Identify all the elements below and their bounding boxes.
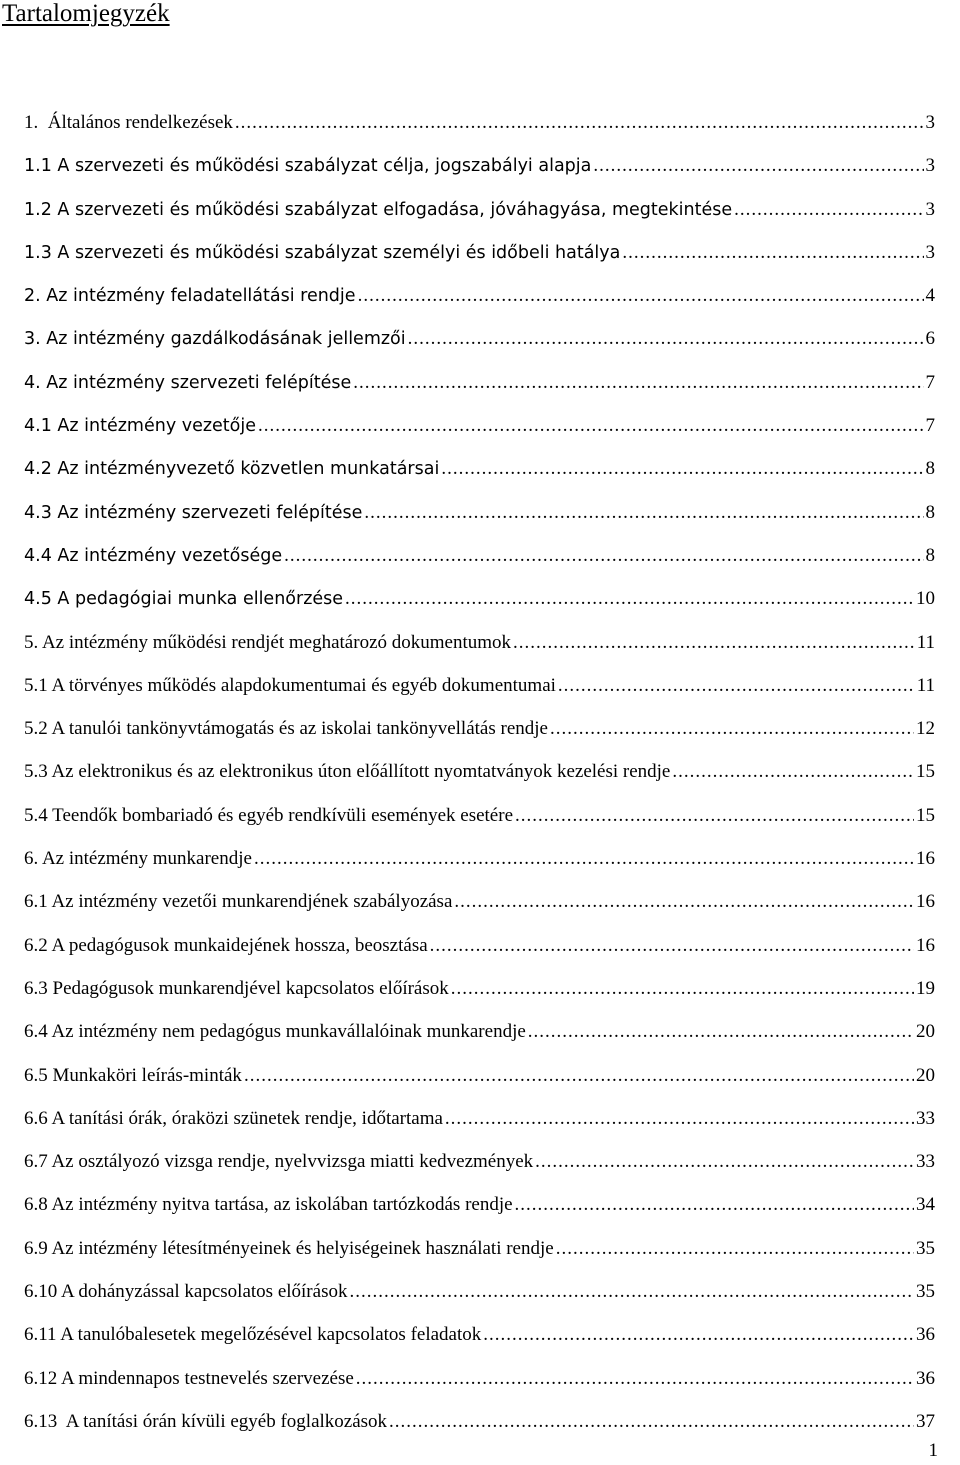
toc-dot-leader <box>734 199 923 221</box>
toc-entry[interactable] <box>24 1108 935 1151</box>
toc-dot-leader <box>358 285 924 307</box>
toc-entry[interactable] <box>24 632 935 675</box>
toc-entry-number: 6.2 <box>24 934 48 956</box>
toc-dot-leader <box>451 978 914 1000</box>
toc-entry-number: 1.3 <box>24 242 52 263</box>
toc-entry-page: 6 <box>925 328 935 350</box>
toc-entry-text <box>24 1324 481 1346</box>
toc-dot-leader <box>593 155 923 177</box>
toc-entry-label: A tanítási órán kívüli egyéb foglalkozások <box>65 1410 388 1432</box>
toc-entry-label: Az intézmény működési rendjét meghatározó dokumentumok <box>41 631 512 653</box>
toc-entry-number: 6.6 <box>24 1107 48 1129</box>
toc-entry[interactable] <box>24 1238 935 1281</box>
toc-entry-number: 4.3 <box>24 502 52 523</box>
toc-entry-text <box>24 1238 554 1260</box>
toc-entry-label: Az intézményvezető közvetlen munkatársai <box>57 459 440 480</box>
toc-entry-page: 35 <box>916 1281 935 1303</box>
toc-entry-label: Az osztályozó vizsga rendje, nyelvvizsga miatti kedvezmények <box>51 1151 534 1173</box>
toc-dot-leader <box>528 1021 914 1043</box>
toc-entry-label: A törvényes működés alapdokumentumai és egyéb dokumentumai <box>51 674 556 696</box>
toc-entry-number: 6.10 <box>24 1281 58 1303</box>
toc-entry-text <box>24 546 282 566</box>
toc-entry-page: 15 <box>916 804 935 826</box>
toc-entry-page: 3 <box>925 112 935 133</box>
toc-entry[interactable] <box>24 588 935 631</box>
toc-entry-text <box>24 243 620 263</box>
toc-entry-page: 8 <box>925 458 935 480</box>
toc-entry-number: 6.7 <box>24 1151 48 1173</box>
toc-entry-text <box>24 373 351 393</box>
toc-entry-number: 6.13 <box>24 1410 58 1432</box>
toc-entry-page: 11 <box>916 631 935 653</box>
toc-dot-leader <box>535 1151 914 1173</box>
toc-entry-page: 4 <box>925 285 935 307</box>
toc-entry-label: A szervezeti és működési szabályzat célja, jogszabályi alapja <box>57 156 592 177</box>
toc-entry[interactable] <box>24 199 935 242</box>
toc-entry[interactable] <box>24 112 935 155</box>
toc-entry-number: 6.8 <box>24 1194 48 1216</box>
toc-dot-leader <box>345 588 914 610</box>
toc-entry-text <box>24 1021 526 1043</box>
toc-entry-text <box>24 156 591 176</box>
toc-entry-page: 12 <box>916 718 935 740</box>
toc-entry-label: Az intézmény nem pedagógus munkavállalóinak munkarendje <box>51 1021 526 1043</box>
toc-entry-number: 2. <box>24 286 41 307</box>
toc-entry-label: Az intézmény szervezeti felépítése <box>46 372 352 393</box>
toc-entry[interactable] <box>24 1411 935 1454</box>
toc-entry-label: Az intézmény vezetői munkarendjének szabályozása <box>51 891 453 913</box>
toc-entry-number: 4.2 <box>24 459 52 480</box>
toc-entry[interactable] <box>24 978 935 1021</box>
toc-entry-text <box>24 200 732 220</box>
toc-entry-text <box>24 1065 242 1087</box>
toc-dot-leader <box>244 1065 914 1087</box>
toc-entry-page: 35 <box>916 1237 935 1259</box>
toc-entry[interactable] <box>24 761 935 804</box>
toc-entry-number: 5.3 <box>24 761 48 783</box>
toc-entry-text <box>24 805 513 827</box>
toc-entry-label: Az intézmény vezetősége <box>57 545 283 566</box>
toc-entry[interactable] <box>24 372 935 415</box>
toc-dot-leader <box>515 1194 914 1216</box>
toc-entry-text <box>24 978 449 1000</box>
toc-entry[interactable] <box>24 675 935 718</box>
toc-entry-number: 6.11 <box>24 1324 57 1346</box>
toc-dot-leader <box>235 112 924 134</box>
toc-entry-label: A tanulóbalesetek megelőzésével kapcsolatos feladatok <box>60 1324 482 1346</box>
toc-dot-leader <box>513 632 915 654</box>
toc-entry-text <box>24 503 362 523</box>
toc-entry-text <box>24 416 256 436</box>
toc-entry-page: 33 <box>916 1151 935 1173</box>
toc-dot-leader <box>558 675 915 697</box>
toc-dot-leader <box>349 1281 914 1303</box>
toc-entry-page: 11 <box>916 674 935 696</box>
toc-entry-number: 6.3 <box>24 977 48 999</box>
toc-entry-number: 5. <box>24 631 39 653</box>
toc-entry-text <box>24 848 252 870</box>
toc-entry[interactable] <box>24 502 935 545</box>
toc-entry-number: 6. <box>24 848 39 870</box>
toc-entry[interactable] <box>24 718 935 761</box>
toc-entry[interactable] <box>24 458 935 501</box>
toc-dot-leader <box>364 502 923 524</box>
toc-entry-text <box>24 286 356 306</box>
toc-entry-label: A szervezeti és működési szabályzat elfogadása, jóváhagyása, megtekintése <box>57 199 733 220</box>
toc-entry[interactable] <box>24 1368 935 1411</box>
toc-entry-page: 37 <box>916 1410 935 1432</box>
toc-entry-label: A tanítási órák, óraközi szünetek rendje, időtartama <box>51 1107 443 1129</box>
page-number: 1 <box>928 1440 938 1461</box>
toc-entry-number: 4. <box>24 372 41 393</box>
toc-list <box>24 112 935 1454</box>
toc-entry-number: 5.2 <box>24 718 48 740</box>
toc-entry[interactable] <box>24 935 935 978</box>
toc-entry-page: 20 <box>916 1021 935 1043</box>
toc-entry-page: 20 <box>916 1064 935 1086</box>
toc-dot-leader <box>430 935 914 957</box>
toc-entry-text <box>24 891 452 913</box>
toc-entry-page: 19 <box>916 977 935 999</box>
toc-dot-leader <box>515 805 914 827</box>
toc-entry-page: 36 <box>916 1367 935 1389</box>
toc-entry-label: Az elektronikus és az elektronikus úton előállított nyomtatványok kezelési rendje <box>51 761 671 783</box>
toc-entry-page: 8 <box>925 501 935 523</box>
toc-entry-number: 1.2 <box>24 199 52 220</box>
toc-entry-number: 5.1 <box>24 674 48 696</box>
toc-entry-label: Az intézmény létesítményeinek és helyiségeinek használati rendje <box>51 1237 554 1259</box>
toc-dot-leader <box>258 415 923 437</box>
toc-entry-page: 3 <box>925 155 935 177</box>
toc-dot-leader <box>483 1324 914 1346</box>
toc-entry-text <box>24 112 233 134</box>
toc-entry-number: 1.1 <box>24 156 52 177</box>
toc-entry-number: 6.4 <box>24 1021 48 1043</box>
toc-dot-leader <box>622 242 923 264</box>
toc-entry[interactable] <box>24 1065 935 1108</box>
toc-entry[interactable] <box>24 1324 935 1367</box>
toc-entry-label: A pedagógiai munka ellenőrzése <box>57 589 344 610</box>
toc-entry[interactable] <box>24 1281 935 1324</box>
toc-entry-page: 7 <box>925 415 935 437</box>
toc-dot-leader <box>254 848 914 870</box>
toc-dot-leader <box>441 458 923 480</box>
toc-entry-page: 33 <box>916 1107 935 1129</box>
toc-dot-leader <box>445 1108 914 1130</box>
toc-entry-page: 8 <box>925 544 935 566</box>
toc-entry-page: 16 <box>916 848 935 870</box>
toc-entry-text <box>24 1108 443 1130</box>
toc-entry-label: Teendők bombariadó és egyéb rendkívüli események esetére <box>52 804 513 826</box>
toc-entry-number: 4.5 <box>24 589 52 610</box>
toc-entry-label: Az intézmény vezetője <box>57 416 257 437</box>
toc-entry-page: 15 <box>916 761 935 783</box>
toc-entry-number: 6.12 <box>24 1367 58 1389</box>
toc-entry-page: 36 <box>916 1324 935 1346</box>
toc-entry[interactable] <box>24 285 935 328</box>
toc-dot-leader <box>284 545 923 567</box>
toc-dot-leader <box>356 1368 914 1390</box>
toc-entry-text <box>24 329 406 349</box>
toc-entry[interactable] <box>24 415 935 458</box>
toc-dot-leader <box>550 718 914 740</box>
toc-entry-label: Az intézmény feladatellátási rendje <box>46 286 356 307</box>
toc-entry-text <box>24 1281 347 1303</box>
toc-entry-label: Az intézmény szervezeti felépítése <box>57 502 363 523</box>
toc-entry[interactable] <box>24 1021 935 1064</box>
toc-dot-leader <box>672 761 914 783</box>
toc-entry-text <box>24 1411 387 1433</box>
toc-entry-number: 4.4 <box>24 545 52 566</box>
toc-entry-number: 5.4 <box>24 804 48 826</box>
toc-entry-text <box>24 589 343 609</box>
toc-entry[interactable] <box>24 805 935 848</box>
toc-entry-label: Az intézmény munkarendje <box>41 848 252 870</box>
toc-dot-leader <box>454 891 914 913</box>
toc-entry-text <box>24 632 511 654</box>
toc-entry-label: A tanulói tankönyvtámogatás és az iskolai tankönyvellátás rendje <box>51 718 548 740</box>
toc-entry-number: 3. <box>24 329 41 350</box>
toc-entry-label: A szervezeti és működési szabályzat személyi és időbeli hatálya <box>57 242 621 263</box>
toc-entry-number: 1. <box>24 112 39 133</box>
toc-entry-label: Általános rendelkezések <box>47 112 233 133</box>
toc-entry-page: 16 <box>916 934 935 956</box>
toc-entry-text <box>24 761 670 783</box>
toc-entry-label: A mindennapos testnevelés szervezése <box>60 1367 354 1389</box>
toc-entry[interactable] <box>24 1151 935 1194</box>
toc-entry-label: Pedagógusok munkarendjével kapcsolatos előírások <box>52 977 449 999</box>
toc-entry[interactable] <box>24 155 935 198</box>
toc-entry-text <box>24 718 548 740</box>
toc-entry-page: 16 <box>916 891 935 913</box>
toc-entry-number: 6.1 <box>24 891 48 913</box>
toc-entry-text <box>24 675 556 697</box>
toc-entry[interactable] <box>24 545 935 588</box>
toc-entry[interactable] <box>24 848 935 891</box>
toc-entry-number: 4.1 <box>24 416 52 437</box>
toc-entry-page: 3 <box>925 241 935 263</box>
toc-entry-page: 34 <box>916 1194 935 1216</box>
toc-entry-page: 7 <box>925 371 935 393</box>
toc-entry-label: A pedagógusok munkaidejének hossza, beosztása <box>51 934 428 956</box>
toc-entry-text <box>24 1368 354 1390</box>
toc-entry-label: Az intézmény nyitva tartása, az iskolában tartózkodás rendje <box>51 1194 513 1216</box>
toc-dot-leader <box>353 372 923 394</box>
toc-entry-number: 6.9 <box>24 1237 48 1259</box>
toc-entry-page: 10 <box>916 588 935 610</box>
toc-entry-number: 6.5 <box>24 1064 48 1086</box>
toc-entry-text <box>24 1151 533 1173</box>
toc-entry-text <box>24 459 439 479</box>
toc-entry[interactable] <box>24 242 935 285</box>
toc-entry[interactable] <box>24 328 935 371</box>
toc-entry-text <box>24 1194 513 1216</box>
toc-entry-label: A dohányzással kapcsolatos előírások <box>60 1281 348 1303</box>
toc-entry[interactable] <box>24 1194 935 1237</box>
toc-entry-label: Az intézmény gazdálkodásának jellemzői <box>46 329 406 350</box>
toc-dot-leader <box>556 1238 914 1260</box>
toc-entry-label: Munkaköri leírás-minták <box>52 1064 242 1086</box>
toc-title: Tartalomjegyzék <box>2 0 170 27</box>
toc-dot-leader <box>389 1411 914 1433</box>
toc-entry-page: 3 <box>925 198 935 220</box>
toc-entry[interactable] <box>24 891 935 934</box>
toc-dot-leader <box>408 328 924 350</box>
toc-entry-text <box>24 935 428 957</box>
